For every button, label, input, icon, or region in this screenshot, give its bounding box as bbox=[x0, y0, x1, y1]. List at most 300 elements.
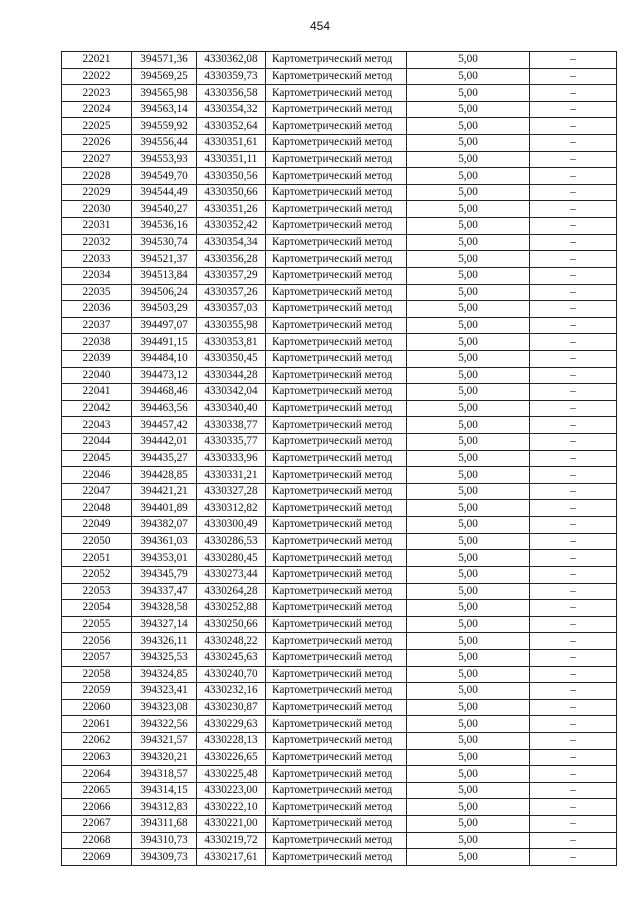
accuracy-cell: 5,00 bbox=[407, 616, 530, 633]
description-cell: – bbox=[530, 417, 617, 434]
y-coordinate-cell: 4330245,63 bbox=[197, 649, 266, 666]
method-cell: Картометрический метод bbox=[266, 782, 407, 799]
description-cell: – bbox=[530, 517, 617, 534]
description-cell: – bbox=[530, 267, 617, 284]
description-cell: – bbox=[530, 218, 617, 235]
method-cell: Картометрический метод bbox=[266, 118, 407, 135]
y-coordinate-cell: 4330342,04 bbox=[197, 384, 266, 401]
method-cell: Картометрический метод bbox=[266, 417, 407, 434]
description-cell: – bbox=[530, 450, 617, 467]
accuracy-cell: 5,00 bbox=[407, 151, 530, 168]
x-coordinate-cell: 394549,70 bbox=[132, 168, 197, 185]
accuracy-cell: 5,00 bbox=[407, 417, 530, 434]
point-number-cell: 22048 bbox=[62, 500, 132, 517]
method-cell: Картометрический метод bbox=[266, 699, 407, 716]
method-cell: Картометрический метод bbox=[266, 251, 407, 268]
description-cell: – bbox=[530, 483, 617, 500]
y-coordinate-cell: 4330359,73 bbox=[197, 68, 266, 85]
method-cell: Картометрический метод bbox=[266, 749, 407, 766]
accuracy-cell: 5,00 bbox=[407, 284, 530, 301]
y-coordinate-cell: 4330333,96 bbox=[197, 450, 266, 467]
table-row bbox=[62, 234, 617, 251]
table-row bbox=[62, 799, 617, 816]
y-coordinate-cell: 4330354,32 bbox=[197, 101, 266, 118]
description-cell: – bbox=[530, 816, 617, 833]
method-cell: Картометрический метод bbox=[266, 85, 407, 102]
x-coordinate-cell: 394491,15 bbox=[132, 334, 197, 351]
x-coordinate-cell: 394435,27 bbox=[132, 450, 197, 467]
accuracy-cell: 5,00 bbox=[407, 434, 530, 451]
accuracy-cell: 5,00 bbox=[407, 732, 530, 749]
table-row bbox=[62, 533, 617, 550]
point-number-cell: 22054 bbox=[62, 600, 132, 617]
table-row bbox=[62, 583, 617, 600]
x-coordinate-cell: 394530,74 bbox=[132, 234, 197, 251]
description-cell: – bbox=[530, 317, 617, 334]
point-number-cell: 22035 bbox=[62, 284, 132, 301]
method-cell: Картометрический метод bbox=[266, 467, 407, 484]
point-number-cell: 22041 bbox=[62, 384, 132, 401]
point-number-cell: 22029 bbox=[62, 184, 132, 201]
table-row bbox=[62, 101, 617, 118]
point-number-cell: 22068 bbox=[62, 832, 132, 849]
method-cell: Картометрический метод bbox=[266, 168, 407, 185]
point-number-cell: 22028 bbox=[62, 168, 132, 185]
y-coordinate-cell: 4330230,87 bbox=[197, 699, 266, 716]
accuracy-cell: 5,00 bbox=[407, 683, 530, 700]
accuracy-cell: 5,00 bbox=[407, 267, 530, 284]
description-cell: – bbox=[530, 566, 617, 583]
x-coordinate-cell: 394325,53 bbox=[132, 649, 197, 666]
y-coordinate-cell: 4330264,28 bbox=[197, 583, 266, 600]
x-coordinate-cell: 394323,41 bbox=[132, 683, 197, 700]
table-row bbox=[62, 350, 617, 367]
y-coordinate-cell: 4330362,08 bbox=[197, 52, 266, 69]
table-row bbox=[62, 616, 617, 633]
point-number-cell: 22063 bbox=[62, 749, 132, 766]
description-cell: – bbox=[530, 101, 617, 118]
table-row bbox=[62, 284, 617, 301]
y-coordinate-cell: 4330351,11 bbox=[197, 151, 266, 168]
accuracy-cell: 5,00 bbox=[407, 600, 530, 617]
method-cell: Картометрический метод bbox=[266, 483, 407, 500]
x-coordinate-cell: 394382,07 bbox=[132, 517, 197, 534]
table-row bbox=[62, 666, 617, 683]
description-cell: – bbox=[530, 600, 617, 617]
y-coordinate-cell: 4330352,42 bbox=[197, 218, 266, 235]
accuracy-cell: 5,00 bbox=[407, 832, 530, 849]
x-coordinate-cell: 394468,46 bbox=[132, 384, 197, 401]
table-row bbox=[62, 849, 617, 866]
point-number-cell: 22037 bbox=[62, 317, 132, 334]
method-cell: Картометрический метод bbox=[266, 384, 407, 401]
x-coordinate-cell: 394556,44 bbox=[132, 135, 197, 152]
y-coordinate-cell: 4330356,58 bbox=[197, 85, 266, 102]
x-coordinate-cell: 394328,58 bbox=[132, 600, 197, 617]
y-coordinate-cell: 4330354,34 bbox=[197, 234, 266, 251]
point-number-cell: 22061 bbox=[62, 716, 132, 733]
description-cell: – bbox=[530, 766, 617, 783]
description-cell: – bbox=[530, 400, 617, 417]
method-cell: Картометрический метод bbox=[266, 666, 407, 683]
x-coordinate-cell: 394565,98 bbox=[132, 85, 197, 102]
y-coordinate-cell: 4330228,13 bbox=[197, 732, 266, 749]
method-cell: Картометрический метод bbox=[266, 616, 407, 633]
accuracy-cell: 5,00 bbox=[407, 467, 530, 484]
description-cell: – bbox=[530, 782, 617, 799]
accuracy-cell: 5,00 bbox=[407, 699, 530, 716]
method-cell: Картометрический метод bbox=[266, 716, 407, 733]
description-cell: – bbox=[530, 434, 617, 451]
accuracy-cell: 5,00 bbox=[407, 52, 530, 69]
x-coordinate-cell: 394497,07 bbox=[132, 317, 197, 334]
point-number-cell: 22059 bbox=[62, 683, 132, 700]
y-coordinate-cell: 4330350,66 bbox=[197, 184, 266, 201]
method-cell: Картометрический метод bbox=[266, 583, 407, 600]
accuracy-cell: 5,00 bbox=[407, 766, 530, 783]
table-row bbox=[62, 816, 617, 833]
x-coordinate-cell: 394320,21 bbox=[132, 749, 197, 766]
accuracy-cell: 5,00 bbox=[407, 317, 530, 334]
y-coordinate-cell: 4330351,61 bbox=[197, 135, 266, 152]
accuracy-cell: 5,00 bbox=[407, 251, 530, 268]
table-row bbox=[62, 334, 617, 351]
description-cell: – bbox=[530, 118, 617, 135]
point-number-cell: 22069 bbox=[62, 849, 132, 866]
accuracy-cell: 5,00 bbox=[407, 517, 530, 534]
method-cell: Картометрический метод bbox=[266, 234, 407, 251]
accuracy-cell: 5,00 bbox=[407, 716, 530, 733]
method-cell: Картометрический метод bbox=[266, 400, 407, 417]
point-number-cell: 22021 bbox=[62, 52, 132, 69]
point-number-cell: 22026 bbox=[62, 135, 132, 152]
point-number-cell: 22040 bbox=[62, 367, 132, 384]
description-cell: – bbox=[530, 832, 617, 849]
point-number-cell: 22062 bbox=[62, 732, 132, 749]
x-coordinate-cell: 394553,93 bbox=[132, 151, 197, 168]
y-coordinate-cell: 4330351,26 bbox=[197, 201, 266, 218]
x-coordinate-cell: 394323,08 bbox=[132, 699, 197, 716]
accuracy-cell: 5,00 bbox=[407, 533, 530, 550]
method-cell: Картометрический метод bbox=[266, 600, 407, 617]
table-row bbox=[62, 550, 617, 567]
accuracy-cell: 5,00 bbox=[407, 384, 530, 401]
description-cell: – bbox=[530, 135, 617, 152]
table-row bbox=[62, 517, 617, 534]
y-coordinate-cell: 4330232,16 bbox=[197, 683, 266, 700]
accuracy-cell: 5,00 bbox=[407, 583, 530, 600]
description-cell: – bbox=[530, 284, 617, 301]
y-coordinate-cell: 4330250,66 bbox=[197, 616, 266, 633]
x-coordinate-cell: 394324,85 bbox=[132, 666, 197, 683]
accuracy-cell: 5,00 bbox=[407, 234, 530, 251]
point-number-cell: 22030 bbox=[62, 201, 132, 218]
point-number-cell: 22053 bbox=[62, 583, 132, 600]
description-cell: – bbox=[530, 666, 617, 683]
description-cell: – bbox=[530, 234, 617, 251]
method-cell: Картометрический метод bbox=[266, 500, 407, 517]
y-coordinate-cell: 4330350,45 bbox=[197, 350, 266, 367]
x-coordinate-cell: 394318,57 bbox=[132, 766, 197, 783]
table-row bbox=[62, 699, 617, 716]
description-cell: – bbox=[530, 533, 617, 550]
point-number-cell: 22067 bbox=[62, 816, 132, 833]
x-coordinate-cell: 394484,10 bbox=[132, 350, 197, 367]
method-cell: Картометрический метод bbox=[266, 301, 407, 318]
y-coordinate-cell: 4330335,77 bbox=[197, 434, 266, 451]
x-coordinate-cell: 394353,01 bbox=[132, 550, 197, 567]
table-row bbox=[62, 600, 617, 617]
y-coordinate-cell: 4330223,00 bbox=[197, 782, 266, 799]
table-row bbox=[62, 832, 617, 849]
accuracy-cell: 5,00 bbox=[407, 184, 530, 201]
method-cell: Картометрический метод bbox=[266, 649, 407, 666]
method-cell: Картометрический метод bbox=[266, 184, 407, 201]
y-coordinate-cell: 4330357,03 bbox=[197, 301, 266, 318]
method-cell: Картометрический метод bbox=[266, 68, 407, 85]
x-coordinate-cell: 394322,56 bbox=[132, 716, 197, 733]
x-coordinate-cell: 394521,37 bbox=[132, 251, 197, 268]
point-number-cell: 22047 bbox=[62, 483, 132, 500]
x-coordinate-cell: 394503,29 bbox=[132, 301, 197, 318]
method-cell: Картометрический метод bbox=[266, 799, 407, 816]
table-row bbox=[62, 467, 617, 484]
point-number-cell: 22057 bbox=[62, 649, 132, 666]
table-row bbox=[62, 400, 617, 417]
x-coordinate-cell: 394310,73 bbox=[132, 832, 197, 849]
x-coordinate-cell: 394569,25 bbox=[132, 68, 197, 85]
table-row bbox=[62, 417, 617, 434]
table-row bbox=[62, 782, 617, 799]
method-cell: Картометрический метод bbox=[266, 151, 407, 168]
method-cell: Картометрический метод bbox=[266, 633, 407, 650]
y-coordinate-cell: 4330225,48 bbox=[197, 766, 266, 783]
description-cell: – bbox=[530, 350, 617, 367]
description-cell: – bbox=[530, 583, 617, 600]
x-coordinate-cell: 394544,49 bbox=[132, 184, 197, 201]
description-cell: – bbox=[530, 334, 617, 351]
table-row bbox=[62, 184, 617, 201]
description-cell: – bbox=[530, 52, 617, 69]
x-coordinate-cell: 394506,24 bbox=[132, 284, 197, 301]
description-cell: – bbox=[530, 85, 617, 102]
x-coordinate-cell: 394337,47 bbox=[132, 583, 197, 600]
y-coordinate-cell: 4330286,53 bbox=[197, 533, 266, 550]
coordinates-table-body bbox=[62, 52, 617, 866]
page-number: 454 bbox=[309, 19, 331, 33]
x-coordinate-cell: 394345,79 bbox=[132, 566, 197, 583]
point-number-cell: 22022 bbox=[62, 68, 132, 85]
method-cell: Картометрический метод bbox=[266, 135, 407, 152]
table-row bbox=[62, 566, 617, 583]
x-coordinate-cell: 394457,42 bbox=[132, 417, 197, 434]
method-cell: Картометрический метод bbox=[266, 218, 407, 235]
table-row bbox=[62, 633, 617, 650]
method-cell: Картометрический метод bbox=[266, 317, 407, 334]
point-number-cell: 22034 bbox=[62, 267, 132, 284]
x-coordinate-cell: 394428,85 bbox=[132, 467, 197, 484]
method-cell: Картометрический метод bbox=[266, 334, 407, 351]
method-cell: Картометрический метод bbox=[266, 434, 407, 451]
method-cell: Картометрический метод bbox=[266, 566, 407, 583]
accuracy-cell: 5,00 bbox=[407, 168, 530, 185]
y-coordinate-cell: 4330219,72 bbox=[197, 832, 266, 849]
point-number-cell: 22039 bbox=[62, 350, 132, 367]
description-cell: – bbox=[530, 716, 617, 733]
x-coordinate-cell: 394559,92 bbox=[132, 118, 197, 135]
table-row bbox=[62, 201, 617, 218]
y-coordinate-cell: 4330352,64 bbox=[197, 118, 266, 135]
point-number-cell: 22049 bbox=[62, 517, 132, 534]
table-row bbox=[62, 267, 617, 284]
y-coordinate-cell: 4330350,56 bbox=[197, 168, 266, 185]
table-row bbox=[62, 434, 617, 451]
accuracy-cell: 5,00 bbox=[407, 68, 530, 85]
x-coordinate-cell: 394326,11 bbox=[132, 633, 197, 650]
y-coordinate-cell: 4330300,49 bbox=[197, 517, 266, 534]
table-row bbox=[62, 85, 617, 102]
point-number-cell: 22036 bbox=[62, 301, 132, 318]
description-cell: – bbox=[530, 849, 617, 866]
method-cell: Картометрический метод bbox=[266, 832, 407, 849]
y-coordinate-cell: 4330240,70 bbox=[197, 666, 266, 683]
y-coordinate-cell: 4330331,21 bbox=[197, 467, 266, 484]
accuracy-cell: 5,00 bbox=[407, 350, 530, 367]
method-cell: Картометрический метод bbox=[266, 550, 407, 567]
description-cell: – bbox=[530, 68, 617, 85]
y-coordinate-cell: 4330340,40 bbox=[197, 400, 266, 417]
x-coordinate-cell: 394473,12 bbox=[132, 367, 197, 384]
point-number-cell: 22051 bbox=[62, 550, 132, 567]
point-number-cell: 22066 bbox=[62, 799, 132, 816]
point-number-cell: 22058 bbox=[62, 666, 132, 683]
description-cell: – bbox=[530, 749, 617, 766]
description-cell: – bbox=[530, 301, 617, 318]
accuracy-cell: 5,00 bbox=[407, 367, 530, 384]
description-cell: – bbox=[530, 649, 617, 666]
method-cell: Картометрический метод bbox=[266, 683, 407, 700]
accuracy-cell: 5,00 bbox=[407, 816, 530, 833]
accuracy-cell: 5,00 bbox=[407, 135, 530, 152]
method-cell: Картометрический метод bbox=[266, 52, 407, 69]
description-cell: – bbox=[530, 550, 617, 567]
y-coordinate-cell: 4330338,77 bbox=[197, 417, 266, 434]
x-coordinate-cell: 394536,16 bbox=[132, 218, 197, 235]
y-coordinate-cell: 4330229,63 bbox=[197, 716, 266, 733]
point-number-cell: 22042 bbox=[62, 400, 132, 417]
table-row bbox=[62, 168, 617, 185]
y-coordinate-cell: 4330273,44 bbox=[197, 566, 266, 583]
accuracy-cell: 5,00 bbox=[407, 301, 530, 318]
y-coordinate-cell: 4330327,28 bbox=[197, 483, 266, 500]
table-row bbox=[62, 151, 617, 168]
accuracy-cell: 5,00 bbox=[407, 118, 530, 135]
point-number-cell: 22064 bbox=[62, 766, 132, 783]
table-row bbox=[62, 301, 617, 318]
accuracy-cell: 5,00 bbox=[407, 550, 530, 567]
table-row bbox=[62, 483, 617, 500]
point-number-cell: 22027 bbox=[62, 151, 132, 168]
y-coordinate-cell: 4330355,98 bbox=[197, 317, 266, 334]
table-row bbox=[62, 500, 617, 517]
point-number-cell: 22024 bbox=[62, 101, 132, 118]
x-coordinate-cell: 394463,56 bbox=[132, 400, 197, 417]
x-coordinate-cell: 394312,83 bbox=[132, 799, 197, 816]
y-coordinate-cell: 4330217,61 bbox=[197, 849, 266, 866]
accuracy-cell: 5,00 bbox=[407, 649, 530, 666]
accuracy-cell: 5,00 bbox=[407, 400, 530, 417]
table-row bbox=[62, 716, 617, 733]
point-number-cell: 22056 bbox=[62, 633, 132, 650]
method-cell: Картометрический метод bbox=[266, 267, 407, 284]
y-coordinate-cell: 4330356,28 bbox=[197, 251, 266, 268]
y-coordinate-cell: 4330248,22 bbox=[197, 633, 266, 650]
x-coordinate-cell: 394421,21 bbox=[132, 483, 197, 500]
x-coordinate-cell: 394314,15 bbox=[132, 782, 197, 799]
accuracy-cell: 5,00 bbox=[407, 782, 530, 799]
point-number-cell: 22050 bbox=[62, 533, 132, 550]
table-row bbox=[62, 732, 617, 749]
table-row bbox=[62, 749, 617, 766]
y-coordinate-cell: 4330357,26 bbox=[197, 284, 266, 301]
x-coordinate-cell: 394540,27 bbox=[132, 201, 197, 218]
accuracy-cell: 5,00 bbox=[407, 749, 530, 766]
x-coordinate-cell: 394309,73 bbox=[132, 849, 197, 866]
accuracy-cell: 5,00 bbox=[407, 101, 530, 118]
table-row bbox=[62, 683, 617, 700]
description-cell: – bbox=[530, 683, 617, 700]
point-number-cell: 22023 bbox=[62, 85, 132, 102]
y-coordinate-cell: 4330222,10 bbox=[197, 799, 266, 816]
description-cell: – bbox=[530, 616, 617, 633]
y-coordinate-cell: 4330357,29 bbox=[197, 267, 266, 284]
x-coordinate-cell: 394442,01 bbox=[132, 434, 197, 451]
x-coordinate-cell: 394311,68 bbox=[132, 816, 197, 833]
method-cell: Картометрический метод bbox=[266, 533, 407, 550]
x-coordinate-cell: 394401,89 bbox=[132, 500, 197, 517]
method-cell: Картометрический метод bbox=[266, 350, 407, 367]
point-number-cell: 22052 bbox=[62, 566, 132, 583]
method-cell: Картометрический метод bbox=[266, 517, 407, 534]
accuracy-cell: 5,00 bbox=[407, 201, 530, 218]
x-coordinate-cell: 394571,36 bbox=[132, 52, 197, 69]
description-cell: – bbox=[530, 367, 617, 384]
description-cell: – bbox=[530, 799, 617, 816]
accuracy-cell: 5,00 bbox=[407, 334, 530, 351]
table-row bbox=[62, 135, 617, 152]
description-cell: – bbox=[530, 467, 617, 484]
method-cell: Картометрический метод bbox=[266, 849, 407, 866]
method-cell: Картометрический метод bbox=[266, 367, 407, 384]
point-number-cell: 22033 bbox=[62, 251, 132, 268]
table-row bbox=[62, 317, 617, 334]
description-cell: – bbox=[530, 184, 617, 201]
accuracy-cell: 5,00 bbox=[407, 799, 530, 816]
accuracy-cell: 5,00 bbox=[407, 566, 530, 583]
table-row bbox=[62, 766, 617, 783]
method-cell: Картометрический метод bbox=[266, 450, 407, 467]
description-cell: – bbox=[530, 732, 617, 749]
y-coordinate-cell: 4330280,45 bbox=[197, 550, 266, 567]
y-coordinate-cell: 4330252,88 bbox=[197, 600, 266, 617]
table-row bbox=[62, 68, 617, 85]
point-number-cell: 22043 bbox=[62, 417, 132, 434]
table-row bbox=[62, 251, 617, 268]
description-cell: – bbox=[530, 633, 617, 650]
y-coordinate-cell: 4330221,00 bbox=[197, 816, 266, 833]
description-cell: – bbox=[530, 699, 617, 716]
description-cell: – bbox=[530, 151, 617, 168]
